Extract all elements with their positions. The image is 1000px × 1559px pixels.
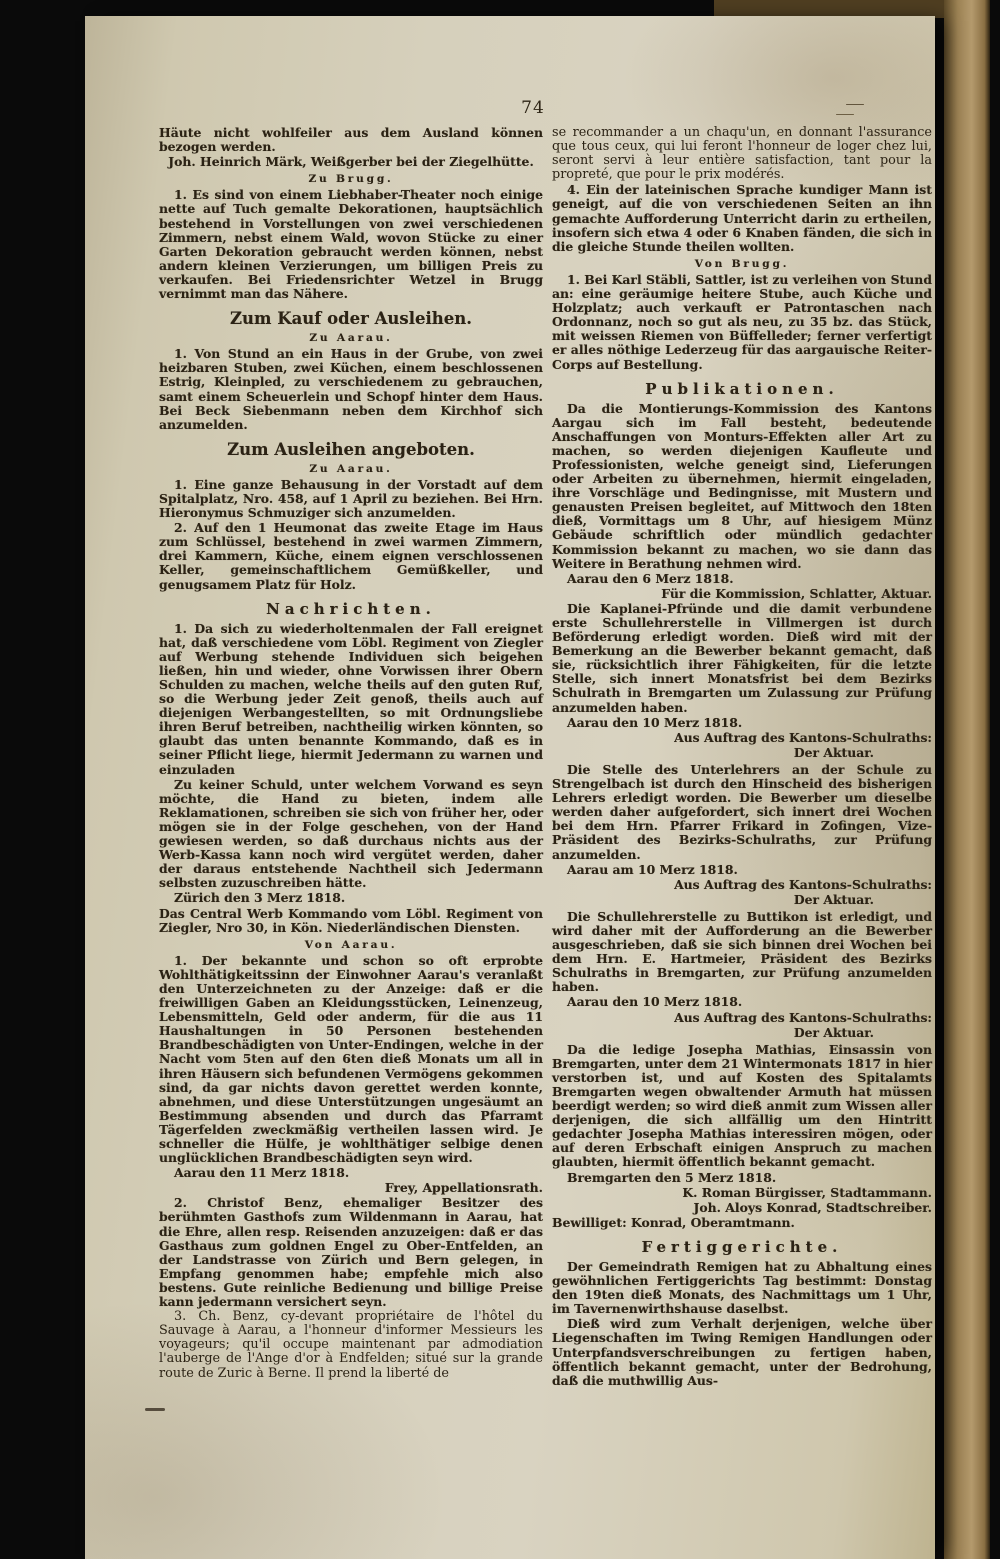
place-subheading: Zu Brugg. bbox=[308, 173, 394, 186]
paragraph: 4. Ein der lateinischen Sprache kundiger Mann ist geneigt, auf die von verschiedenen Seiten an ihn gemachte Aufforderung Unterricht darin zu ertheilen, insofern sich etwa 4 oder 6 Knaben fänden, die sich in die gleiche Stunde theilen wollten. bbox=[552, 182, 932, 254]
section-heading: Fertiggerichte. bbox=[641, 1237, 843, 1256]
signature-line: Der Aktuar. bbox=[793, 1024, 874, 1040]
paragraph: Der Gemeindrath Remigen hat zu Abhaltung eines gewöhnlichen Fertiggerichts Tag bestimmt: Donstag den 19ten dieß Monats, des Nachmittags um 1 Uhr, im Tavernenwirthshause daselbst. bbox=[552, 1258, 932, 1317]
dateline: Zürich den 3 Merz 1818. bbox=[174, 890, 346, 906]
paragraph: Die Kaplanei-Pfründe und die damit verbundene erste Schullehrerstelle in Villmergen ist durch Beförderung erledigt worden. Dieß wird mit der Bemerkung an die Bewerber bekannt gemacht, daß sie, rücksichtlich ihrer Fähigkeiten, für die letzte Stelle, sich innert Monatsfrist bei dem Bezirks Schulrath in Bremgarten um Zulassung zur Prüfung anzumelden haben. bbox=[552, 600, 932, 715]
section-heading: Nachrichten. bbox=[266, 599, 436, 618]
dateline: Aarau den 6 Merz 1818. bbox=[567, 570, 734, 586]
page-number: 74 bbox=[521, 98, 545, 118]
dateline: Bremgarten den 5 Merz 1818. bbox=[567, 1169, 777, 1185]
paragraph: 1. Bei Karl Stäbli, Sattler, ist zu verleihen von Stund an: eine geräumige heitere Stube, auch Küche und Holzplatz; auch verkauft er Patrontaschen nach Ordonnanz, noch so gut als neu, zu 35 bz. das Stück, mit weissen Riemen von Büffelleder; ferner verfertigt er alles nöthige Lederzeug für das aargauische Reiter-Corps auf Bestellung. bbox=[552, 271, 932, 372]
paragraph: Das Central Werb Kommando vom Löbl. Regiment von Ziegler, Nro 30, in Kön. Niederländischen Diensten. bbox=[159, 905, 543, 935]
left-column bbox=[159, 126, 543, 1382]
section-heading: Zum Ausleihen angeboten. bbox=[227, 439, 475, 459]
signature-line: Aus Auftrag des Kantons-Schulraths: bbox=[674, 1009, 932, 1025]
signature-line: K. Roman Bürgisser, Stadtammann. bbox=[682, 1184, 932, 1200]
paragraph: 1. Von Stund an ein Haus in der Grube, von zwei heizbaren Stuben, zwei Küchen, einem beschlossenen Estrig, Kleinpled, zu verschiedenem zu gebrauchen, samt einem Scheuerlein und Schopf hinter dem Haus. Bei Beck Siebenmann neben dem Kirchhof sich anzumelden. bbox=[159, 346, 543, 432]
adjacent-page-edge bbox=[944, 0, 990, 1559]
paragraph-french: 3. Ch. Benz, cy-devant propriétaire de l'hôtel du Sauvage à Aarau, a l'honneur d'informer Messieurs les voyageurs; qu'il occupe maintenant par admodiation l'auberge de l'Ange d'or à Endfelden; situé sur la grande route de Zuric à Berne. Il prend la liberté de bbox=[159, 1309, 543, 1381]
signature-line: Aus Auftrag des Kantons-Schulraths: bbox=[674, 876, 932, 892]
signature-line: Joh. Aloys Konrad, Stadtschreiber. bbox=[693, 1199, 932, 1215]
paragraph: Die Stelle des Unterlehrers an der Schule zu Strengelbach ist durch den Hinscheid des bisherigen Lehrers erledigt worden. Die Bewerber um dieselbe werden daher aufgefordert, sich innert drei Wochen bei dem Hrn. Pfarrer Frikard in Zofingen, Vize-Präsident des Bezirks-Schulraths, zur Prüfung anzumelden. bbox=[552, 761, 932, 862]
paragraph: 1. Es sind von einem Liebhaber-Theater noch einige nette auf Tuch gemalte Dekorationen, hauptsächlich bestehend in Vorstellungen von zwei verschiedenen Zimmern, nebst einem Wald, wovon Stücke zu einer Garten Dekoration gebraucht werden können, nebst andern kleinen Verzierungen, um billigen Preis zu verkaufen. Bei Friedensrichter Wetzel in Brugg vernimmt man das Nähere. bbox=[159, 187, 543, 302]
paragraph: Da die Montierungs-Kommission des Kantons Aargau sich im Fall besteht, bedeutende Anschaffungen von Monturs-Effekten aller Art zu machen, so werden diejenigen Kaufleute und Professionisten, welche geneigt sind, Lieferungen oder Arbeiten zu übernehmen, hiermit eingeladen, ihre Vorschläge und Bedingnisse, mit Mustern und genausten Preisen begleitet, auf Mittwoch den 18ten dieß, Vormittags um 8 Uhr, auf hiesigem Münz Gebäude schriftlich oder mündlich gedachter Kommission bekannt zu machen, wo sie dann das Weitere in Berathung nehmen wird. bbox=[552, 400, 932, 571]
paragraph: 2. Christof Benz, ehemaliger Besitzer des berühmten Gasthofs zum Wildenmann in Aarau, hat die Ehre, allen resp. Reisenden anzuzeigen: daß er das Gasthaus zum goldnen Engel zu Ober-Entfelden, an der Landstrasse von Zürich und Bern gelegen, in Empfang genommen habe; empfehle mich also bestens. Gute reinliche Bedienung und billige Preise kann jedermann versichert seyn. bbox=[159, 1195, 543, 1310]
signature-line: Aus Auftrag des Kantons-Schulraths: bbox=[674, 729, 932, 745]
paragraph: Zu keiner Schuld, unter welchem Vorwand es seyn möchte, die Hand zu bieten, indem alle Reklamationen, schreiben sie sich von früher her, oder mögen sie in der Folge geschehen, von der Hand gewiesen werden, so daß durchaus nichts aus der Werb-Kassa kann noch wird vergütet werden, daher der daraus entstehende Nachtheil sich Jedermann selbsten zuzuschreiben hätte. bbox=[159, 776, 543, 891]
paragraph: Häute nicht wohlfeiler aus dem Ausland können bezogen werden. bbox=[159, 125, 543, 155]
paragraph-french: se recommander a un chaqu'un, en donnant l'assurance que tous ceux, qui lui feront l'honneur de loger chez lui, seront servi à leur entière satisfaction, tant pour la propreté, que pour le prix modérés. bbox=[552, 125, 932, 183]
paragraph: Da die ledige Josepha Mathias, Einsassin von Bremgarten, unter dem 21 Wintermonats 1817 in hier verstorben ist, und auf Kosten des Spitalamts Bremgarten wegen obwaltender Armuth hat müssen beerdigt werden; so wird dieß anmit zum Wissen aller derjenigen, die sich allfällig um den Hintritt gedachter Josepha Mathias interessiren mögen, oder auf deren Erbschaft einigen Anspruch zu machen glaubten, hiermit öffentlich bekannt gemacht. bbox=[552, 1041, 932, 1170]
paragraph: Dieß wird zum Verhalt derjenigen, welche über Liegenschaften im Twing Remigen Handlungen oder Unterpfandsverschreibungen zu fertigen haben, öffentlich bekannt gemacht, unter der Bedrohung, daß die muthwillig Aus- bbox=[552, 1316, 932, 1388]
newspaper-page bbox=[85, 16, 935, 1559]
ink-mark bbox=[145, 1408, 165, 1411]
place-subheading: Von Aarau. bbox=[304, 938, 398, 951]
place-subheading: Von Brugg. bbox=[694, 257, 790, 270]
section-heading: Publikationen. bbox=[645, 379, 839, 398]
dateline: Aarau am 10 Merz 1818. bbox=[567, 861, 738, 877]
signature-line: Für die Kommission, Schlatter, Aktuar. bbox=[661, 585, 932, 601]
right-column bbox=[552, 126, 932, 1389]
signature-line: Der Aktuar. bbox=[793, 744, 874, 760]
place-subheading: Zu Aarau. bbox=[309, 462, 393, 475]
signature-line: Frey, Appellationsrath. bbox=[384, 1180, 543, 1196]
byline: Joh. Heinrich Märk, Weißgerber bei der Ziegelhütte. bbox=[168, 154, 534, 170]
dateline: Aarau den 10 Merz 1818. bbox=[567, 714, 743, 730]
paragraph: Die Schullehrerstelle zu Buttikon ist erledigt, und wird daher mit der Aufforderung an die Bewerber ausgeschrieben, daß sie sich binnen drei Wochen bei dem Hrn. E. Hartmeier, Präsident des Bezirks Schulraths in Bremgarten, zur Prüfung anzumelden haben. bbox=[552, 908, 932, 995]
dateline: Aarau den 10 Merz 1818. bbox=[567, 994, 743, 1010]
signature-line: Der Aktuar. bbox=[793, 891, 874, 907]
paragraph: 2. Auf den 1 Heumonat das zweite Etage im Haus zum Schlüssel, bestehend in zwei warmen Zimmern, drei Kammern, Küche, einem eignen verschlossenen Keller, gemeinschaftlichem Gemüßkeller, und genugsamem Platz für Holz. bbox=[159, 520, 543, 592]
dateline: Aarau den 11 Merz 1818. bbox=[174, 1165, 350, 1181]
paragraph: 1. Der bekannte und schon so oft erprobte Wohlthätigkeitssinn der Einwohner Aarau's veranlaßt den Unterzeichneten zu der Anzeige: daß er die freiwilligen Gaben an Kleidungsstücken, Leinenzeug, Lebensmitteln, Geld oder anderm, für die aus 11 Haushaltungen in 50 Personen bestehenden Brandbeschädigten von Unter-Endingen, welche in der Nacht vom 5ten auf den 6ten dieß Monats um all in ihren Häusern sich befundenen Vermögens gekommen sind, da gar nichts davon gerettet werden konnte, abnehmen, und diese Unterstützungen ungesäumt an Bestimmung absenden und durch das Pfarramt Tägerfelden zweckmäßig vertheilen lassen wird. Je schneller die Hülfe, je wohlthätiger selbige denen unglücklichen Brandbeschädigten seyn wird. bbox=[159, 952, 543, 1166]
paragraph: Bewilliget: Konrad, Oberamtmann. bbox=[552, 1214, 795, 1230]
paragraph: 1. Eine ganze Behausung in der Vorstadt auf dem Spitalplatz, Nro. 458, auf 1 April zu beziehen. Bei Hrn. Hieronymus Schmuziger sich anzumelden. bbox=[159, 476, 543, 521]
paragraph: 1. Da sich zu wiederholtenmalen der Fall ereignet hat, daß verschiedene vom Löbl. Regiment von Ziegler auf Werbung stehende Individuen sich beigehen ließen, hin und wieder, ohne Vorwissen ihrer Obern Schulden zu machen, welche theils auf den guten Ruf, so die Werbung jeder Zeit genoß, theils auch auf diejenigen Werbangestellten, so mit Ordnungsliebe ihren Beruf betreiben, nachtheilig wirken könnten, so glaubt das unten benannte Kommando, daß es in seiner Pflicht liege, hiermit Jedermann zu warnen und einzuladen bbox=[159, 620, 543, 777]
place-subheading: Zu Aarau. bbox=[309, 332, 393, 345]
section-heading: Zum Kauf oder Ausleihen. bbox=[230, 309, 472, 329]
